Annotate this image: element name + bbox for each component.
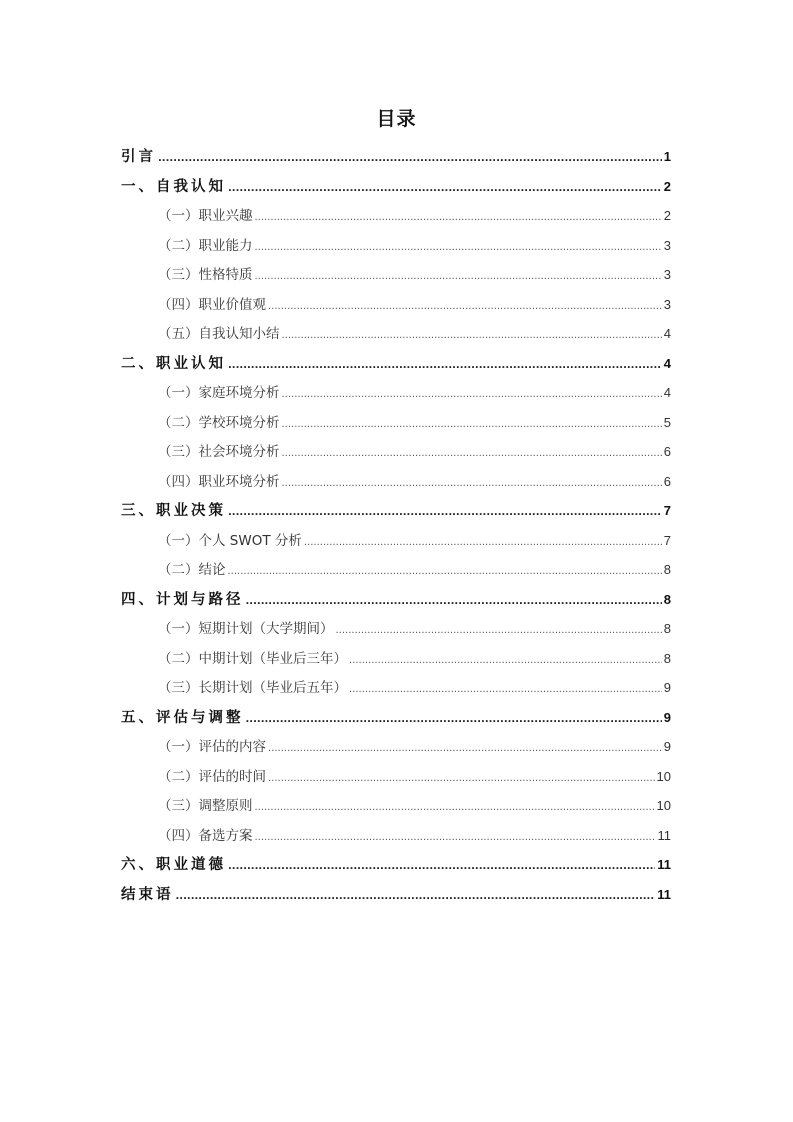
toc-dot-leader	[255, 793, 655, 823]
toc-entry-label: （一）职业兴趣	[158, 208, 253, 224]
toc-section-entry[interactable]	[121, 526, 671, 556]
toc-entry-label: （三）性格特质	[158, 267, 253, 283]
toc-entry-label: 一、自我认知	[121, 178, 226, 195]
toc-entry-page-number: 9	[663, 709, 671, 725]
toc-dot-leader	[282, 380, 662, 410]
toc-chapter-entry[interactable]	[121, 172, 671, 202]
toc-section-entry[interactable]	[121, 673, 671, 703]
toc-entry-label: （一）家庭环境分析	[158, 385, 280, 401]
toc-entry-label: （二）学校环境分析	[158, 414, 280, 431]
toc-entry-page-number: 3	[663, 267, 671, 282]
toc-entry-page-number: 4	[663, 326, 671, 341]
toc-entry-label: 六、职业道德	[121, 857, 226, 873]
toc-entry-label: （四）职业价值观	[158, 296, 266, 313]
toc-entry-page-number: 11	[657, 886, 671, 902]
toc-section-entry[interactable]	[121, 408, 671, 438]
toc-entry-label: （一）短期计划（大学期间）	[158, 621, 334, 637]
toc-dot-leader	[349, 646, 662, 676]
toc-dot-leader	[246, 587, 662, 617]
toc-section-entry[interactable]	[121, 732, 671, 762]
toc-entry-page-number: 11	[657, 857, 671, 872]
toc-entry-label: （一）个人 SWOT 分析	[158, 532, 302, 549]
toc-dot-leader	[282, 439, 662, 469]
toc-section-entry[interactable]	[121, 290, 671, 320]
toc-dot-leader	[255, 233, 662, 263]
toc-section-entry[interactable]	[121, 201, 671, 231]
toc-entry-page-number: 10	[656, 798, 671, 813]
toc-dot-leader	[246, 705, 662, 735]
toc-dot-leader	[158, 144, 662, 174]
toc-chapter-entry[interactable]	[121, 850, 671, 880]
toc-dot-leader	[268, 292, 662, 322]
toc-entry-page-number: 10	[656, 768, 671, 784]
toc-entry-page-number: 2	[663, 178, 671, 194]
toc-dot-leader	[255, 203, 662, 233]
toc-entry-page-number: 7	[663, 532, 671, 548]
toc-section-entry[interactable]	[121, 437, 671, 467]
toc-entry-page-number: 8	[663, 562, 671, 577]
toc-entry-label: （四）职业环境分析	[158, 473, 280, 490]
toc-entry-page-number: 5	[663, 414, 671, 430]
toc-section-entry[interactable]	[121, 467, 671, 497]
toc-dot-leader	[228, 174, 662, 204]
toc-entry-page-number: 1	[663, 149, 671, 164]
toc-chapter-entry[interactable]	[121, 585, 671, 615]
toc-section-entry[interactable]	[121, 260, 671, 290]
toc-list	[121, 142, 671, 909]
toc-entry-page-number: 11	[657, 827, 671, 843]
toc-entry-page-number: 6	[663, 473, 671, 489]
toc-entry-label: 结束语	[121, 886, 174, 903]
toc-entry-label: （五）自我认知小结	[158, 326, 280, 342]
toc-entry-label: （一）评估的内容	[158, 739, 266, 755]
toc-entry-label: （三）调整原则	[158, 798, 253, 814]
toc-dot-leader	[228, 498, 662, 528]
toc-entry-page-number: 8	[663, 591, 671, 607]
toc-dot-leader	[228, 557, 662, 587]
toc-entry-label: （三）长期计划（毕业后五年）	[158, 680, 347, 696]
toc-entry-label: （二）评估的时间	[158, 768, 266, 785]
toc-section-entry[interactable]	[121, 555, 671, 585]
toc-entry-page-number: 2	[663, 208, 671, 223]
toc-chapter-entry[interactable]	[121, 142, 671, 172]
toc-dot-leader	[228, 351, 662, 381]
toc-entry-page-number: 6	[663, 444, 671, 459]
toc-dot-leader	[282, 469, 662, 499]
toc-dot-leader	[268, 764, 655, 794]
toc-section-entry[interactable]	[121, 644, 671, 674]
toc-entry-label: （二）中期计划（毕业后三年）	[158, 650, 347, 667]
toc-dot-leader	[176, 882, 656, 912]
toc-chapter-entry[interactable]	[121, 703, 671, 733]
toc-entry-label: （二）职业能力	[158, 237, 253, 254]
toc-entry-page-number: 8	[663, 650, 671, 666]
toc-entry-page-number: 3	[663, 296, 671, 312]
toc-entry-page-number: 4	[663, 355, 671, 371]
toc-chapter-entry[interactable]	[121, 496, 671, 526]
toc-dot-leader	[268, 734, 662, 764]
toc-entry-label: 二、职业认知	[121, 355, 226, 372]
toc-entry-label: 五、评估与调整	[121, 709, 244, 726]
toc-entry-label: （四）备选方案	[158, 827, 253, 844]
toc-entry-page-number: 9	[663, 680, 671, 695]
toc-dot-leader	[282, 321, 662, 351]
toc-dot-leader	[304, 528, 662, 558]
toc-entry-page-number: 9	[663, 739, 671, 754]
toc-entry-page-number: 3	[663, 237, 671, 253]
toc-entry-label: 三、职业决策	[121, 503, 226, 519]
toc-title: 目录	[376, 108, 417, 130]
toc-dot-leader	[282, 410, 662, 440]
toc-section-entry[interactable]	[121, 319, 671, 349]
toc-section-entry[interactable]	[121, 231, 671, 261]
toc-section-entry[interactable]	[121, 378, 671, 408]
toc-chapter-entry[interactable]	[121, 349, 671, 379]
toc-entry-label: （二）结论	[158, 562, 226, 578]
toc-dot-leader	[255, 823, 656, 853]
toc-section-entry[interactable]	[121, 762, 671, 792]
toc-section-entry[interactable]	[121, 821, 671, 851]
toc-section-entry[interactable]	[121, 791, 671, 821]
toc-entry-label: 四、计划与路径	[121, 591, 244, 608]
toc-dot-leader	[255, 262, 662, 292]
toc-entry-label: （三）社会环境分析	[158, 444, 280, 460]
toc-entry-page-number: 4	[663, 385, 671, 400]
toc-entry-label: 引言	[121, 149, 156, 165]
toc-entry-page-number: 7	[663, 503, 671, 518]
toc-chapter-entry[interactable]	[121, 880, 671, 910]
toc-section-entry[interactable]	[121, 614, 671, 644]
toc-dot-leader	[228, 852, 655, 882]
toc-dot-leader	[336, 616, 662, 646]
toc-dot-leader	[349, 675, 662, 705]
toc-entry-page-number: 8	[663, 621, 671, 636]
